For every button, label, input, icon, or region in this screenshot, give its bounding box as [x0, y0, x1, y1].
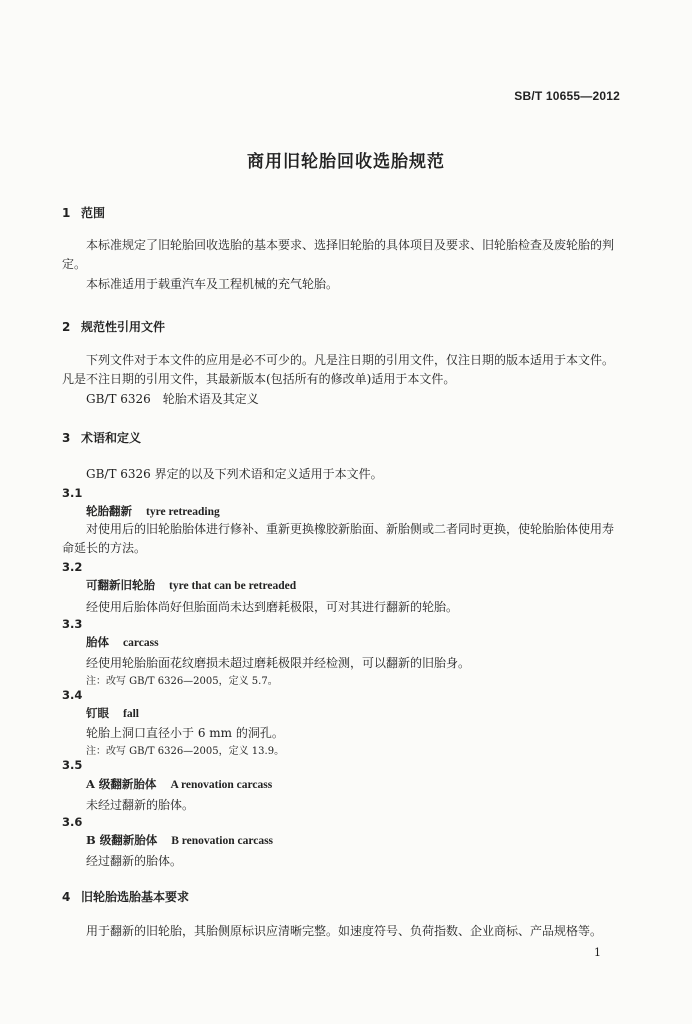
term-heading	[86, 503, 220, 519]
term-heading	[86, 832, 273, 848]
section-2-heading	[62, 318, 165, 335]
term-heading	[86, 634, 159, 650]
term-cn: 胎体	[86, 635, 109, 649]
term-cn: 轮胎翻新	[86, 504, 132, 518]
section-number: 3	[62, 431, 71, 445]
section-1-heading	[62, 204, 105, 221]
term-heading	[86, 705, 139, 721]
terms-intro: GB/T 6326 界定的以及下列术语和定义适用于本文件。	[86, 467, 383, 481]
term-number: 3.5	[62, 758, 83, 772]
term-en: B renovation carcass	[171, 835, 274, 847]
term-cn: 可翻新旧轮胎	[86, 578, 155, 592]
section-3-heading	[62, 429, 141, 446]
term-definition: 未经过翻新的胎体。	[86, 798, 195, 812]
term-en: tyre retreading	[146, 506, 220, 518]
section-number: 1	[62, 206, 71, 220]
page-title: 商用旧轮胎回收选胎规范	[247, 152, 445, 172]
term-cn: B 级翻新胎体	[86, 833, 158, 847]
term-heading	[86, 577, 296, 593]
term-number: 3.3	[62, 617, 83, 631]
standard-code: SB/T 10655—2012	[514, 89, 620, 103]
term-en: fall	[123, 708, 139, 720]
term-definition: 对使用后的旧轮胎胎体进行修补、重新更换橡胶新胎面、新胎侧或二者同时更换，使轮胎胎体使用寿命延长的方法。	[62, 522, 615, 555]
section-title: 规范性引用文件	[81, 320, 166, 334]
section-title: 术语和定义	[81, 431, 142, 445]
term-number: 3.4	[62, 688, 83, 702]
section-1-paragraph-2: 本标准适用于载重汽车及工程机械的充气轮胎。	[86, 277, 339, 291]
term-definition: 轮胎上洞口直径小于 6 mm 的洞孔。	[86, 726, 284, 740]
section-number: 2	[62, 320, 71, 334]
section-2-paragraph-1: 下列文件对于本文件的应用是必不可少的。凡是注日期的引用文件，仅注日期的版本适用于本文件。凡是不注日期的引用文件，其最新版本(包括所有的修改单)适用于本文件。	[62, 353, 615, 386]
term-note: 注：改写 GB/T 6326—2005，定义 5.7。	[86, 676, 278, 687]
section-title: 范围	[81, 206, 106, 220]
term-number: 3.6	[62, 815, 83, 829]
term-number: 3.1	[62, 486, 83, 500]
term-definition: 经使用后胎体尚好但胎面尚未达到磨耗极限，可对其进行翻新的轮胎。	[86, 600, 459, 614]
section-title: 旧轮胎选胎基本要求	[81, 890, 190, 904]
term-heading	[86, 776, 272, 792]
normative-reference: GB/T 6326 轮胎术语及其定义	[86, 392, 259, 406]
term-number: 3.2	[62, 560, 83, 574]
section-number: 4	[62, 890, 71, 904]
page-number: 1	[594, 946, 601, 959]
section-4-paragraph-1: 用于翻新的旧轮胎，其胎侧原标识应清晰完整。如速度符号、负荷指数、企业商标、产品规格等。	[86, 924, 603, 938]
term-cn: 钉眼	[86, 706, 109, 720]
term-en: A renovation carcass	[170, 779, 273, 791]
term-en: carcass	[123, 637, 159, 649]
section-4-heading	[62, 888, 189, 905]
term-cn: A 级翻新胎体	[86, 777, 157, 791]
term-definition: 经过翻新的胎体。	[86, 854, 183, 868]
term-note: 注：改写 GB/T 6326—2005，定义 13.9。	[86, 746, 285, 757]
term-en: tyre that can be retreaded	[169, 580, 297, 592]
term-definition: 经使用轮胎胎面花纹磨损未超过磨耗极限并经检测，可以翻新的旧胎身。	[86, 656, 471, 670]
section-1-paragraph-1: 本标准规定了旧轮胎回收选胎的基本要求、选择旧轮胎的具体项目及要求、旧轮胎检查及废轮胎的判定。	[62, 238, 615, 271]
